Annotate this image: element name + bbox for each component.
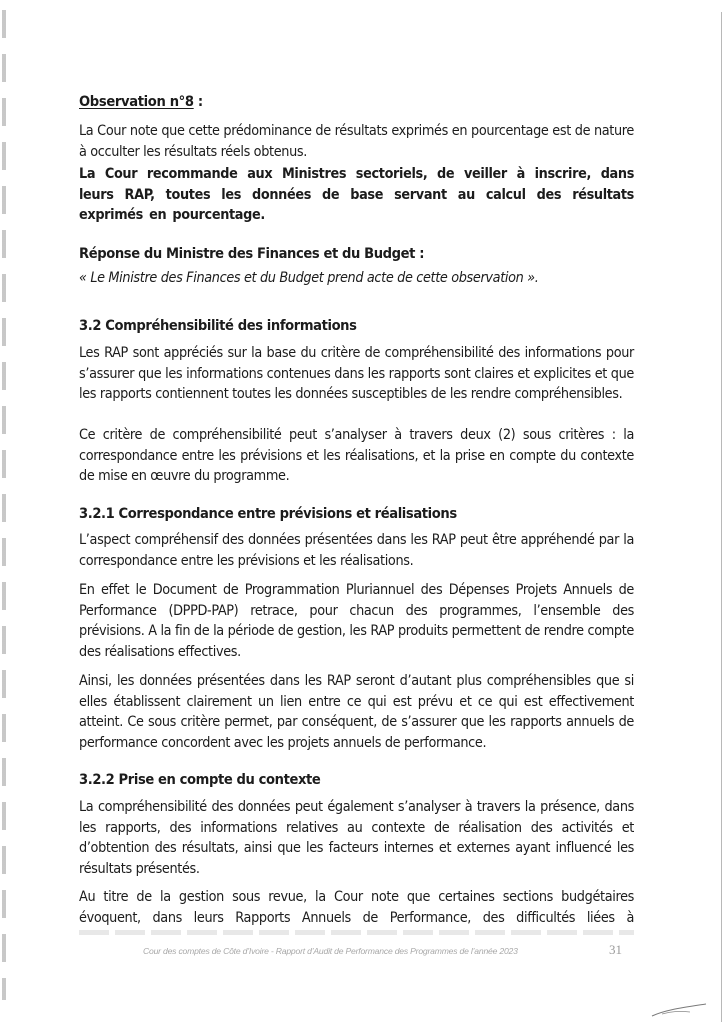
page-footer: Cour des comptes de Côte d’Ivoire - Rapport d’Audit de Performance des Programmes de l’année 2023 <box>143 946 518 956</box>
scan-edge-right <box>721 12 722 1022</box>
response-title: Réponse du Ministre des Finances et du Budget : <box>79 245 425 262</box>
section-3-2-1-paragraph-1: L’aspect compréhensif des données présentées dans les RAP peut être appréhendé par la correspondance entre les prévisions et les réalisations. <box>79 532 634 569</box>
observation-recommendation: La Cour recommande aux Ministres sectoriels, de veiller à inscrire, dans leurs RAP, toutes les données de base servant au calcul des résultats exprimés en pourcentage. <box>79 166 634 223</box>
section-3-2-2-heading: 3.2.2 Prise en compte du contexte <box>79 771 321 788</box>
observation-title: Observation n°8 : <box>79 93 203 110</box>
cut-off-text-line <box>79 930 634 935</box>
section-3-2-1-paragraph-3: Ainsi, les données présentées dans les RAP seront d’autant plus compréhensibles que si elles établissent clairement un lien entre ce qui est prévu et ce qui est effectivement atteint. Ce sous critère permet, par conséquent, de s’assurer que les rapports annuels de performance concordent avec les projets annuels de performance. <box>79 673 634 751</box>
signature-mark-icon <box>650 1000 710 1020</box>
section-3-2-2-paragraph-2: Au titre de la gestion sous revue, la Cour note que certaines sections budgétaires évoquent, dans leurs Rapports Annuels de Performance, des difficultés liées à <box>79 889 634 926</box>
section-3-2-1-paragraph-2: En effet le Document de Programmation Pluriannuel des Dépenses Projets Annuels de Performance (DPPD-PAP) retrace, pour chacun des programmes, l’ensemble des prévisions. A la fin de la période de gestion, les RAP produits permettent de rendre compte des réalisations effectives. <box>79 582 634 660</box>
section-3-2-2-paragraph-1: La compréhensibilité des données peut également s’analyser à travers la présence, dans les rapports, des informations relatives au contexte de réalisation des activités et d’obtention des résultats, ainsi que les facteurs internes et externes ayant influencé les résultats présentés. <box>79 799 634 877</box>
section-3-2-paragraph-1: Les RAP sont appréciés sur la base du critère de compréhensibilité des informations pour s’assurer que les informations contenues dans les rapports sont claires et explicites et que les rapports contiennent toutes les données susceptibles de les rendre compréhensibles. <box>79 345 634 402</box>
scan-edge-left <box>2 10 6 1000</box>
page-number: 31 <box>609 942 622 957</box>
response-quote: « Le Ministre des Finances et du Budget prend acte de cette observation ». <box>79 270 539 286</box>
section-3-2-paragraph-2: Ce critère de compréhensibilité peut s’analyser à travers deux (2) sous critères : la correspondance entre les prévisions et les réalisations, et la prise en compte du contexte de mise en œuvre du programme. <box>79 427 634 484</box>
section-3-2-1-heading: 3.2.1 Correspondance entre prévisions et réalisations <box>79 505 457 522</box>
section-3-2-heading: 3.2 Compréhensibilité des informations <box>79 317 357 334</box>
observation-note: La Cour note que cette prédominance de résultats exprimés en pourcentage est de nature à occulter les résultats réels obtenus. <box>79 123 634 160</box>
